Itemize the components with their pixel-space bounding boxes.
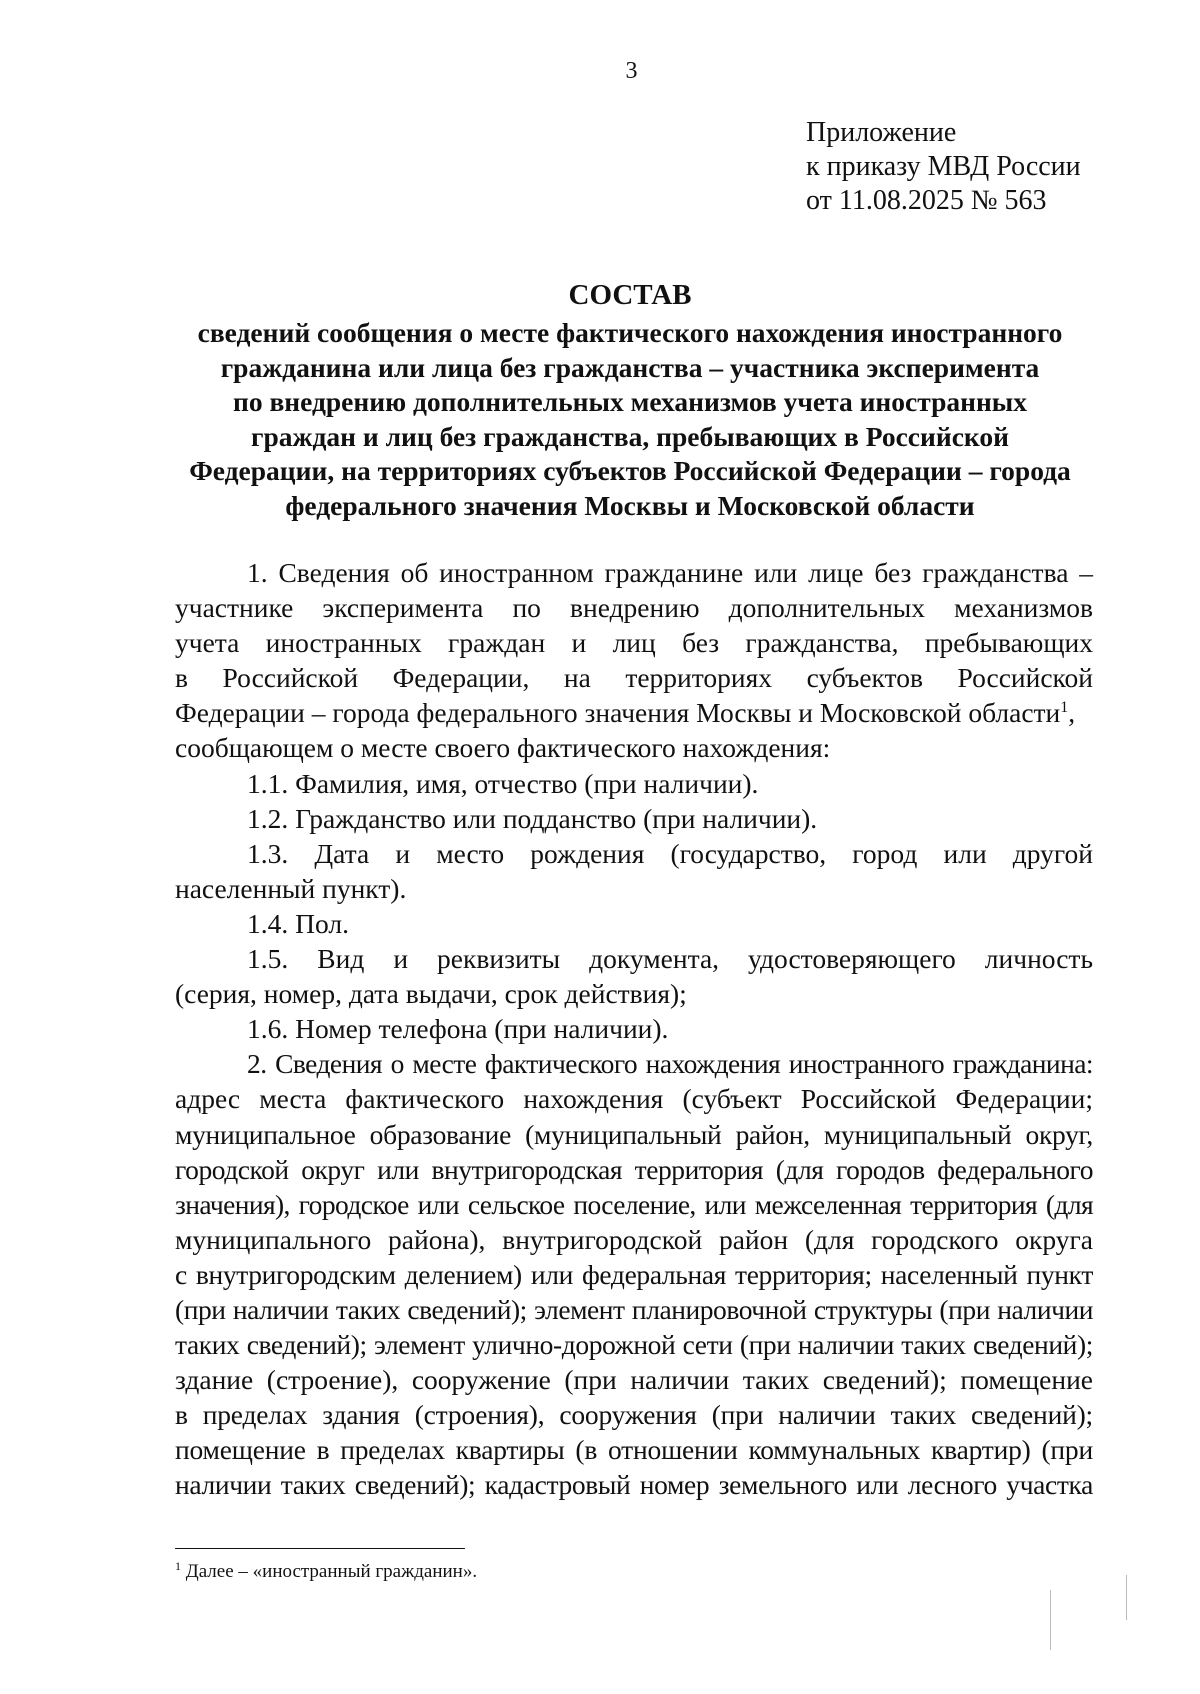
text-line: муниципальное образование (муниципальный район, муниципальный округ, bbox=[175, 1118, 1093, 1150]
list-item-1-3 bbox=[175, 836, 1093, 906]
punctuation: , bbox=[1068, 697, 1076, 729]
text-line: помещение в пределах квартиры (в отношении коммунальных квартир) (при bbox=[175, 1434, 1093, 1466]
footnote-marker: 1 bbox=[175, 1559, 181, 1573]
text-line: городской округ или внутригородская территория (для городов федерального bbox=[175, 1153, 1093, 1185]
title-line: федерального значения Москвы и Московской области bbox=[285, 489, 975, 521]
text-line: участнике эксперимента по внедрению дополнительных механизмов bbox=[175, 592, 1093, 624]
text-line: сообщающем о месте своего фактического нахождения: bbox=[175, 732, 831, 764]
paragraph-2 bbox=[175, 1046, 1093, 1502]
scan-artifact bbox=[1126, 1575, 1127, 1620]
footnote-reference: 1 bbox=[1060, 699, 1069, 717]
paragraph-1 bbox=[175, 555, 1093, 766]
page-number: 3 bbox=[625, 58, 638, 84]
appendix-line-3: от 11.08.2025 № 563 bbox=[806, 185, 1047, 216]
document-body bbox=[175, 555, 1093, 1503]
footnote-text: Далее – «иностранный гражданин». bbox=[185, 1561, 478, 1582]
list-item-1-1: 1.1. Фамилия, имя, отчество (при наличии). bbox=[247, 767, 759, 799]
text-line: с внутригородским делением) или федеральная территория; населенный пункт bbox=[175, 1258, 1093, 1290]
text-line: (серия, номер, дата выдачи, срок действия); bbox=[175, 978, 687, 1010]
scan-artifact bbox=[1050, 1590, 1051, 1650]
document-title bbox=[175, 276, 1085, 523]
title-main: СОСТАВ bbox=[568, 279, 692, 311]
list-item-1-4: 1.4. Пол. bbox=[247, 907, 349, 939]
title-line: гражданина или лица без гражданства – участника эксперимента bbox=[220, 351, 1040, 383]
text-line: населенный пункт). bbox=[175, 872, 407, 904]
text-line: 1. Сведения об иностранном гражданине или лице без гражданства – bbox=[247, 557, 1093, 588]
list-item-1-2: 1.2. Гражданство или подданство (при наличии). bbox=[247, 802, 818, 834]
title-line: сведений сообщения о месте фактического нахождения иностранного bbox=[197, 317, 1063, 348]
text-fragment: Федерации – города федерального значения Москвы и Московской области bbox=[175, 697, 1061, 729]
text-line: 1.3. Дата и место рождения (государство, город или другой bbox=[247, 837, 1093, 869]
footnote-separator bbox=[175, 1548, 465, 1549]
text-line: здание (строение), сооружение (при наличии таких сведений); помещение bbox=[175, 1364, 1093, 1396]
text-line: таких сведений); элемент улично-дорожной сети (при наличии таких сведений); bbox=[175, 1329, 1093, 1361]
appendix-header bbox=[806, 116, 1081, 218]
list-item-1-5 bbox=[175, 941, 1093, 1011]
text-line bbox=[175, 695, 1093, 730]
text-line: 2. Сведения о месте фактического нахождения иностранного гражданина: bbox=[247, 1048, 1093, 1080]
text-line: значения), городское или сельское поселение, или межселенная территория (для bbox=[175, 1188, 1093, 1220]
title-line: по внедрению дополнительных механизмов учета иностранных bbox=[232, 386, 1028, 417]
list-item-1-6: 1.6. Номер телефона (при наличии). bbox=[247, 1013, 669, 1045]
text-line: (при наличии таких сведений); элемент планировочной структуры (при наличии bbox=[175, 1293, 1093, 1325]
text-line: 1.5. Вид и реквизиты документа, удостоверяющего личность bbox=[247, 943, 1093, 975]
appendix-line-2: к приказу МВД России bbox=[806, 151, 1081, 182]
appendix-line-1: Приложение bbox=[806, 117, 957, 148]
text-line: адрес места фактического нахождения (субъект Российской Федерации; bbox=[175, 1083, 1093, 1115]
text-line: учета иностранных граждан и лиц без гражданства, пребывающих bbox=[175, 627, 1093, 659]
title-line: граждан и лиц без гражданства, пребывающих в Российской bbox=[251, 420, 1009, 452]
text-line: муниципального района), внутригородской район (для городского округа bbox=[175, 1223, 1093, 1255]
text-line: в пределах здания (строения), сооружения (при наличии таких сведений); bbox=[175, 1399, 1093, 1431]
footnote bbox=[175, 1560, 477, 1584]
text-line: в Российской Федерации, на территориях субъектов Российской bbox=[175, 662, 1093, 694]
title-line: Федерации, на территориях субъектов Российской Федерации – города bbox=[189, 455, 1071, 486]
text-line: наличии таких сведений); кадастровый номер земельного или лесного участка bbox=[175, 1469, 1093, 1501]
